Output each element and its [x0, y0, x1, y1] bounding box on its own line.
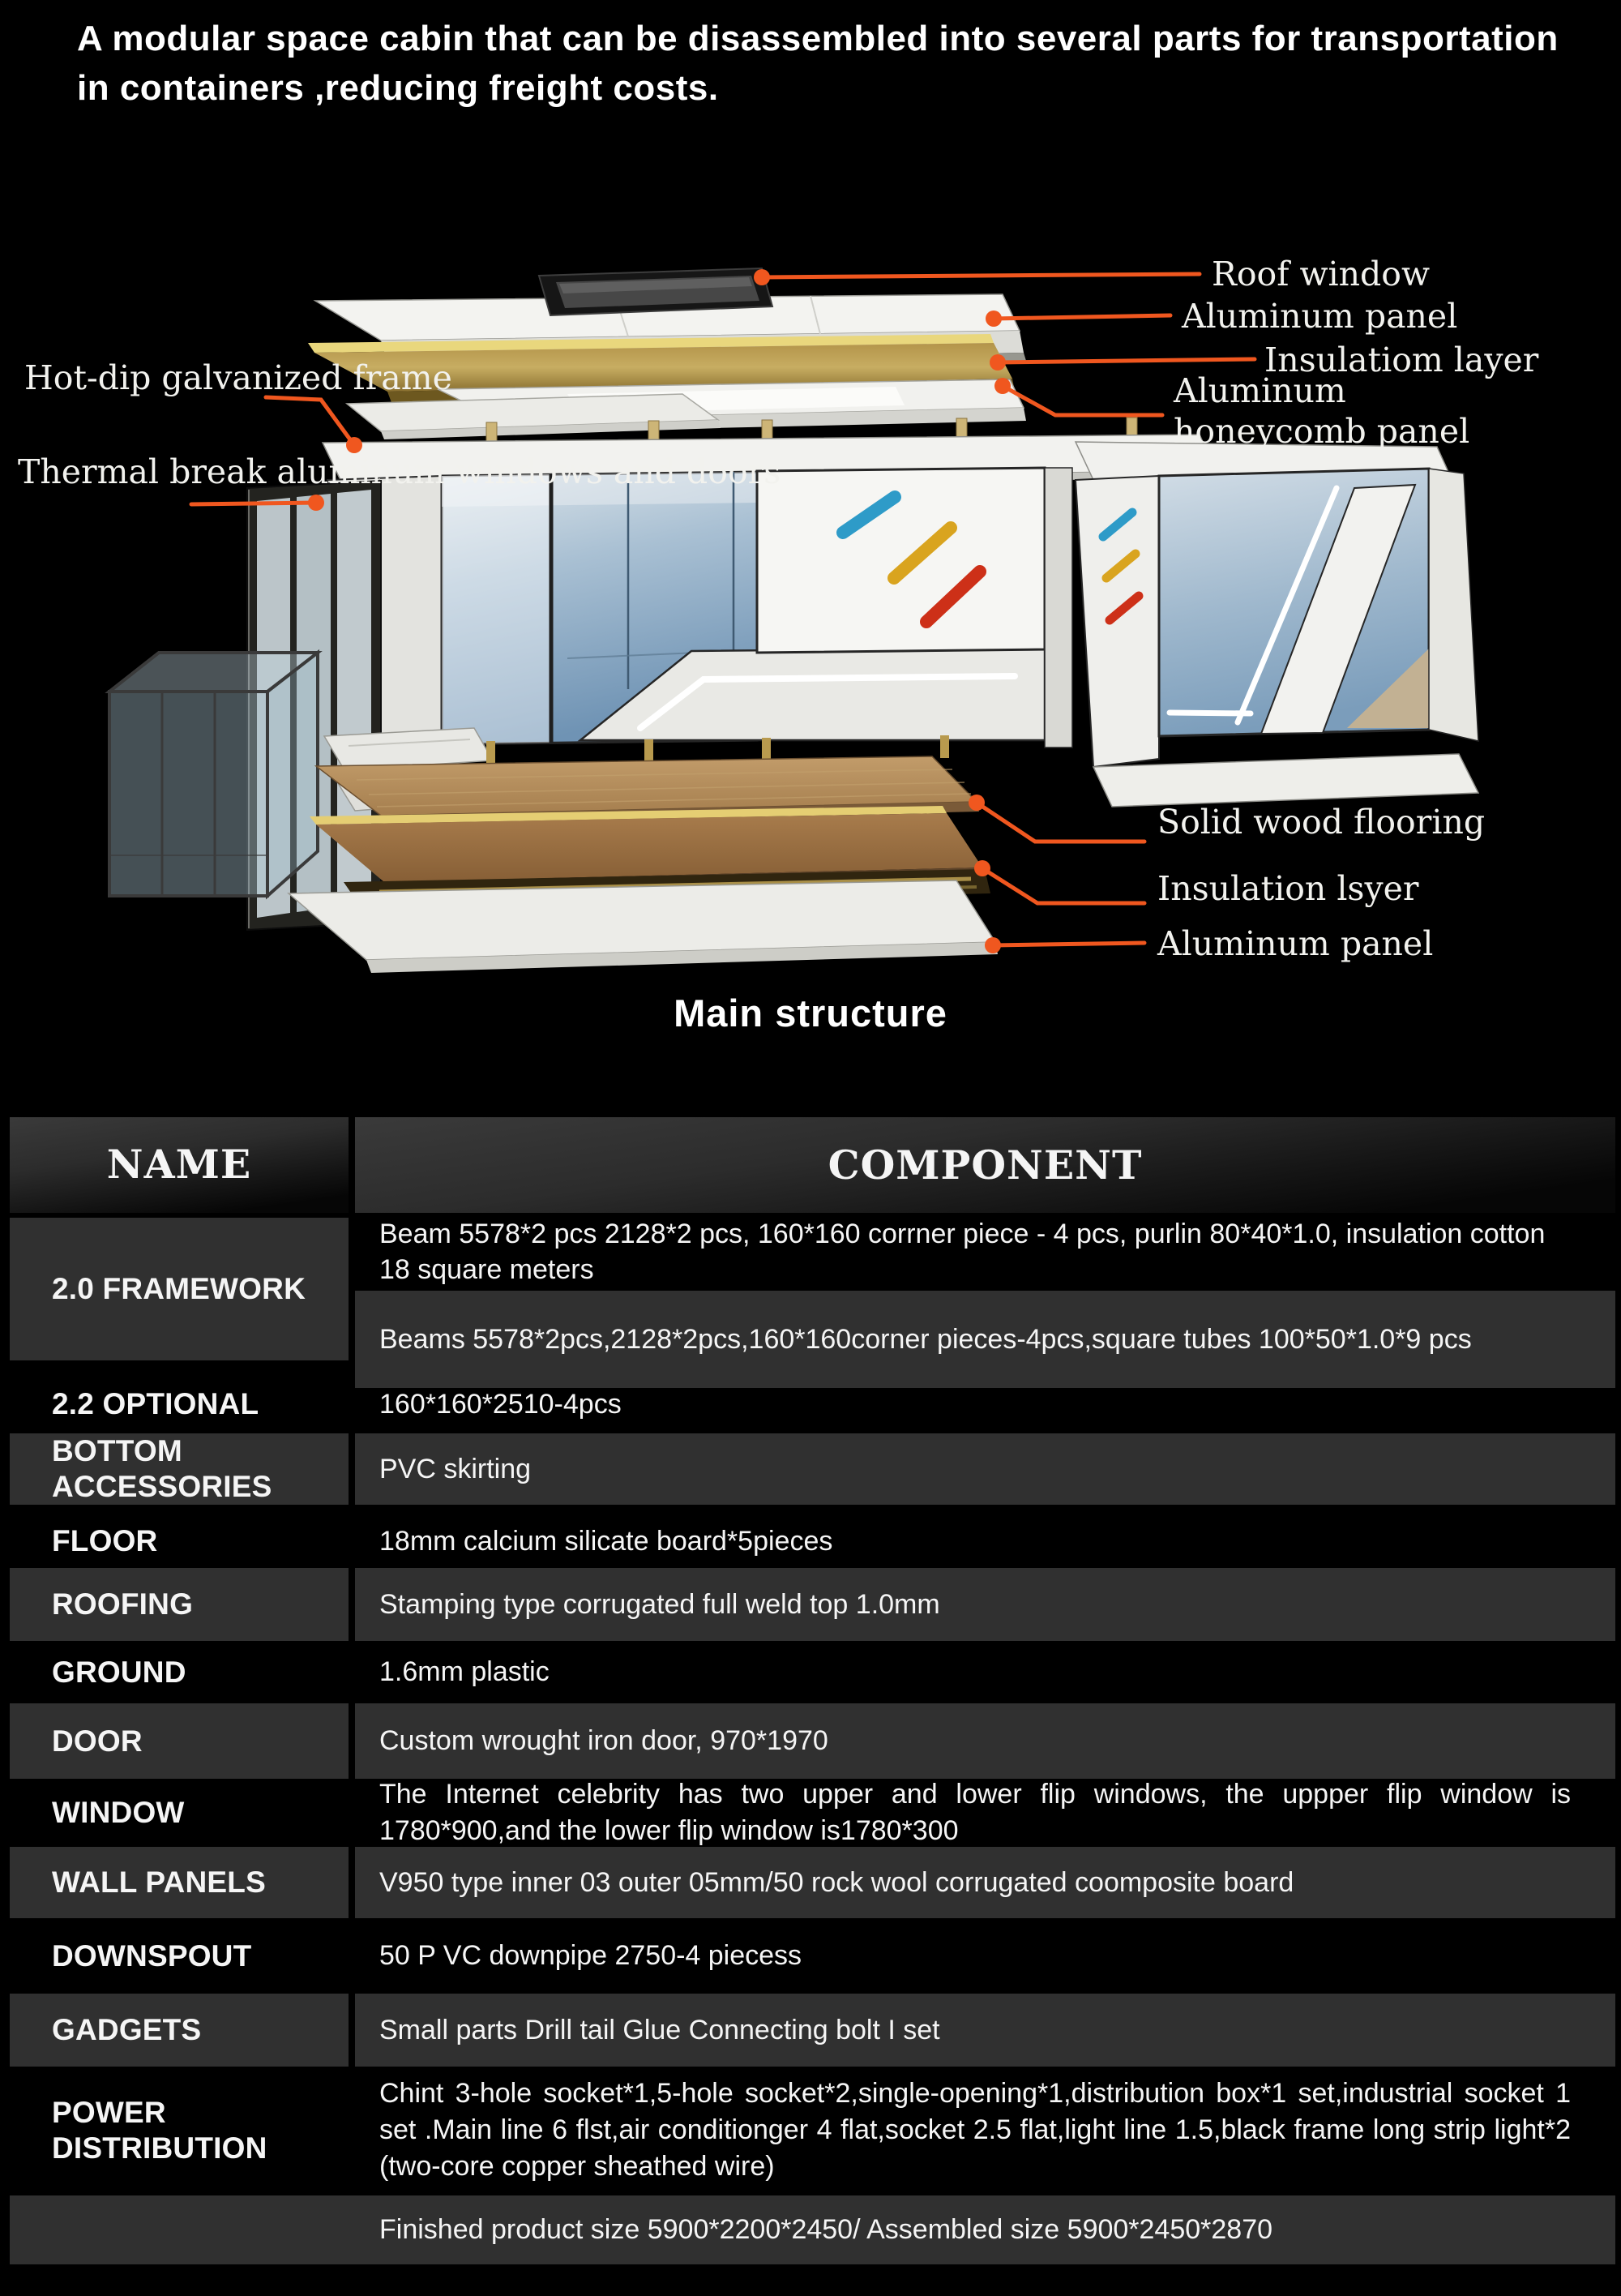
row-component: 18mm calcium silicate board*5pieces — [379, 1525, 833, 1557]
label-thermal-break: Thermal break aluminum windows and doors — [18, 452, 781, 491]
page-title: A modular space cabin that can be disassembled into several parts for transportation in containers ,reducing freight costs. — [77, 19, 1559, 108]
row-name: DOOR — [10, 1703, 349, 1779]
row-component: Small parts Drill tail Glue Connecting bolt I set — [379, 2014, 940, 2045]
aluminum-panel-bottom-shape — [289, 880, 998, 973]
header-name: NAME — [10, 1117, 349, 1213]
row-name: POWER DISTRIBUTION — [52, 2095, 267, 2165]
table-row — [10, 1641, 1615, 1703]
header-component: COMPONENT — [355, 1117, 1615, 1213]
label-aluminum-panel-top: Aluminum panel — [1182, 297, 1458, 336]
exploded-cabin-diagram — [0, 122, 1621, 981]
finished-size-text: Finished product size 5900*2200*2450/ Assembled size 5900*2450*2870 — [379, 2214, 1273, 2245]
leader-aluminum-bottom — [985, 937, 1144, 953]
row-component: 160*160*2510-4pcs — [379, 1388, 622, 1420]
table-row — [10, 2067, 1615, 2194]
label-honeycomb-1: Aluminum — [1174, 371, 1346, 410]
row-name: WALL PANELS — [10, 1847, 349, 1918]
leader-insulation-bottom — [974, 860, 1144, 903]
label-insulation-top: Insulatiom layer — [1264, 341, 1539, 379]
row-name: DOWNSPOUT — [52, 1938, 252, 1973]
label-solid-wood: Solid wood flooring — [1157, 803, 1486, 842]
row-component: Beams 5578*2pcs,2128*2pcs,160*160corner pieces-4pcs,square tubes 100*50*1.0*9 pcs — [379, 1324, 1472, 1355]
row-component: 1.6mm plastic — [379, 1656, 550, 1688]
label-aluminum-bottom: Aluminum panel — [1157, 924, 1434, 963]
diagram-caption: Main structure — [674, 992, 947, 1034]
leader-hot-dip — [266, 397, 362, 453]
leader-roof-window — [754, 269, 1200, 285]
cabin-right-module — [1076, 442, 1478, 807]
row-component: Stamping type corrugated full weld top 1.0mm — [379, 1588, 940, 1620]
table-row — [10, 1375, 1615, 1433]
table-row — [10, 1994, 1615, 2067]
row-name: ROOFING — [10, 1568, 349, 1641]
row-name: FLOOR — [52, 1524, 158, 1558]
table-row — [10, 1703, 1615, 1779]
row-name: GADGETS — [10, 1994, 349, 2067]
table-row — [10, 1779, 1615, 1847]
row-name: BOTTOM ACCESSORIES — [10, 1433, 349, 1505]
row-component: The Internet celebrity has two upper and lower flip windows, the uppper flip window is 1780*900,and the lower flip window is1780*300 — [379, 1779, 1571, 1846]
leader-insulation-top — [990, 354, 1255, 371]
label-hot-dip: Hot-dip galvanized frame — [24, 358, 452, 397]
row-component: 50 P VC downpipe 2750-4 piecess — [379, 1940, 802, 1972]
table-row — [10, 1514, 1615, 1568]
table-row-summary — [10, 2195, 1615, 2264]
row-component: Custom wrought iron door, 970*1970 — [379, 1725, 828, 1757]
row-name: GROUND — [52, 1655, 186, 1689]
table-row — [10, 1568, 1615, 1641]
row-name: 2.2 OPTIONAL — [52, 1387, 259, 1421]
row-component: V950 type inner 03 outer 05mm/50 rock wool corrugated coomposite board — [379, 1866, 1294, 1898]
row-component: Beam 5578*2 pcs 2128*2 pcs, 160*160 corrner piece - 4 pcs, purlin 80*40*1.0, insulation cotton 18 square meters — [379, 1218, 1546, 1285]
table-row — [10, 1847, 1615, 1918]
glass-box-window — [109, 653, 318, 896]
row-name: WINDOW — [52, 1796, 185, 1830]
row-component: PVC skirting — [379, 1453, 532, 1484]
row-component: Chint 3-hole socket*1,5-hole socket*2,single-opening*1,distribution box*1 set,industrial socket 1 set .Main line 6 flst,air conditionger 4 flat,socket 2.5 flat,light line 1.5,black frame long strip light*2 (two-core copper sheathed wire) — [379, 2078, 1571, 2182]
label-insulation-bottom: Insulation lsyer — [1157, 869, 1419, 908]
spec-table — [10, 1117, 1615, 2264]
table-header — [10, 1117, 1615, 1213]
label-honeycomb-2: honeycomb panel — [1174, 412, 1470, 451]
label-roof-window: Roof window — [1212, 255, 1431, 293]
row-name: 2.0 FRAMEWORK — [10, 1218, 349, 1360]
table-row — [10, 1918, 1615, 1994]
table-row — [10, 1433, 1615, 1505]
table-row — [10, 1218, 1615, 1360]
roof-window-shape — [539, 268, 772, 315]
